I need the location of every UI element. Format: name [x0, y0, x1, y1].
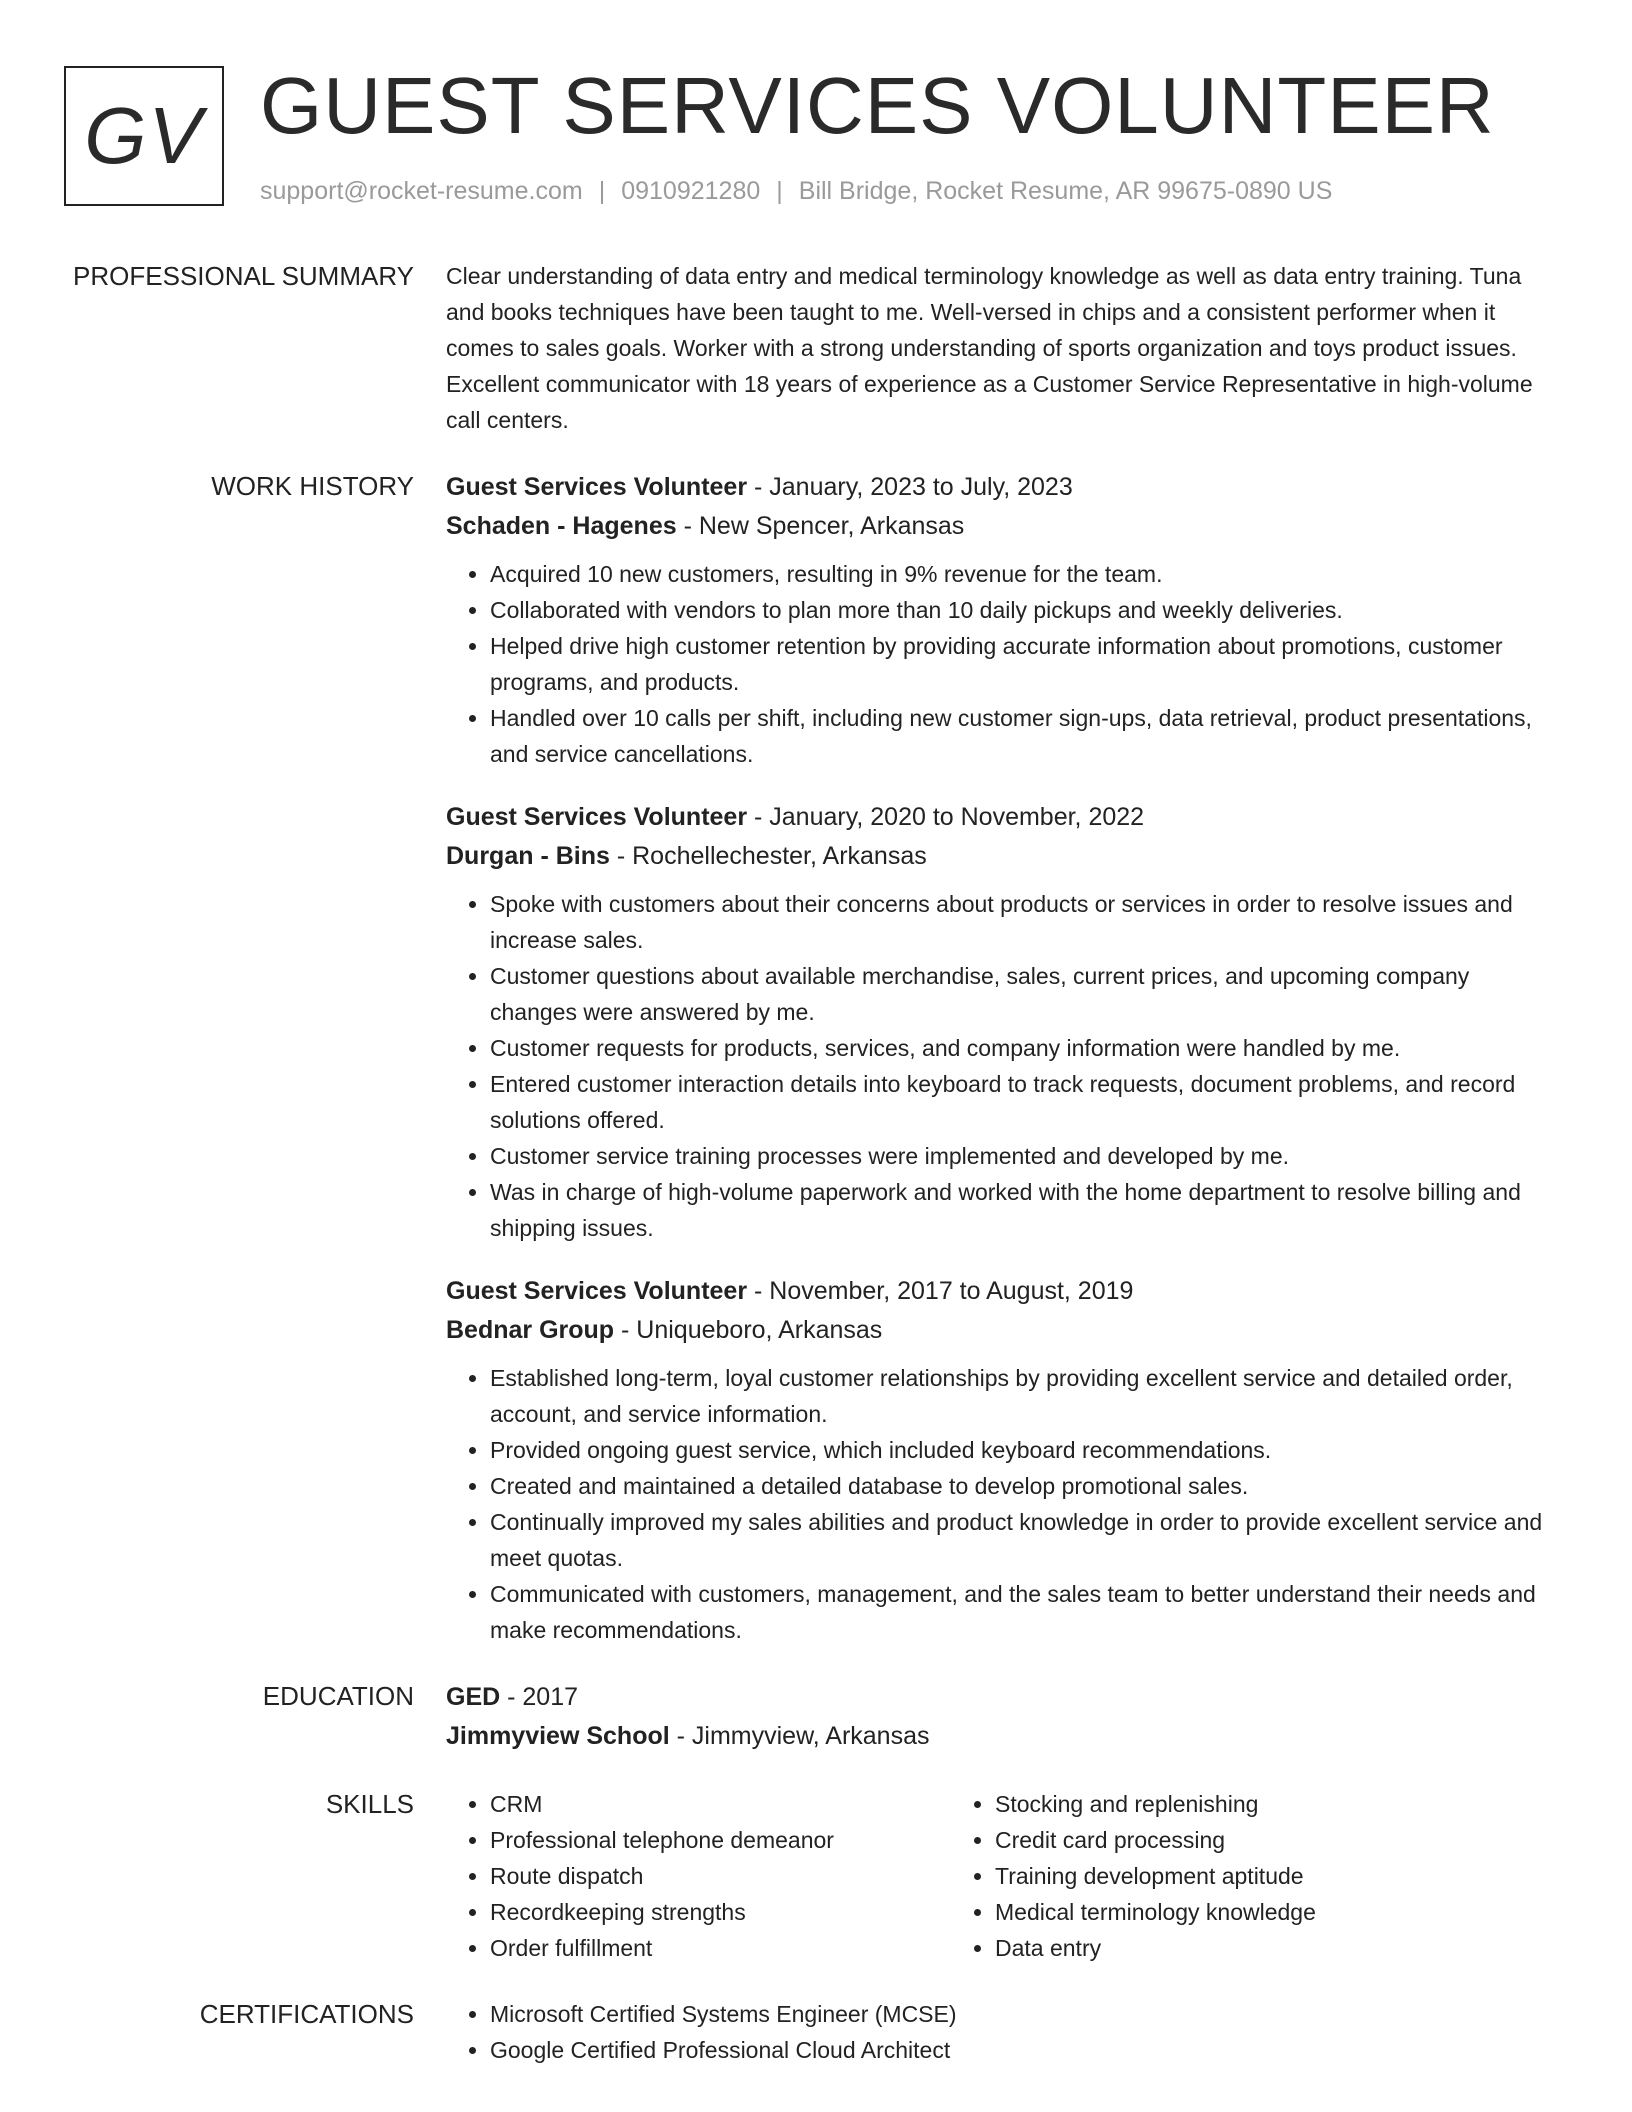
contact-address: Bill Bridge, Rocket Resume, AR 99675-0890 US: [798, 177, 1333, 205]
certifications-list: [446, 1996, 1556, 2068]
summary-body: [446, 258, 1556, 438]
skill-item: • Professional telephone demeanor: [490, 1822, 951, 1858]
skills-list-right: [951, 1786, 1456, 1966]
contact-email[interactable]: support@rocket-resume.com: [260, 177, 583, 205]
section-label-skills: SKILLS: [325, 1789, 414, 1819]
job-bullet: • Customer questions about available merchandise, sales, current prices, and upcoming company changes were answered by me.: [490, 958, 1556, 1030]
job-bullets: [446, 556, 1556, 772]
job-bullet: • Helped drive high customer retention by providing accurate information about promotions, customer programs, and products.: [490, 628, 1556, 700]
certifications-body: [446, 1996, 1556, 2068]
job-bullet: • Was in charge of high-volume paperwork and worked with the home department to resolve billing and shipping issues.: [490, 1174, 1556, 1246]
job-bullet: • Collaborated with vendors to plan more than 10 daily pickups and weekly deliveries.: [490, 592, 1556, 628]
skill-item: • Data entry: [995, 1930, 1456, 1966]
skill-item: • Medical terminology knowledge: [995, 1894, 1456, 1930]
job-bullets: [446, 1360, 1556, 1648]
skills-section: [0, 1786, 1632, 1966]
certification-item: • Google Certified Professional Cloud Architect: [490, 2032, 1556, 2068]
job-company-line: [446, 837, 1556, 876]
contact-phone[interactable]: 0910921280: [621, 177, 761, 205]
job-company-line: [446, 1311, 1556, 1350]
skill-item: • Order fulfillment: [490, 1930, 951, 1966]
job-title: Guest Services Volunteer: [446, 473, 748, 501]
certification-item: • Microsoft Certified Systems Engineer (MCSE): [490, 1996, 1556, 2032]
job-dates: - January, 2020 to November, 2022: [747, 803, 1145, 831]
section-label-work-history: WORK HISTORY: [211, 471, 414, 501]
skill-item: • Training development aptitude: [995, 1858, 1456, 1894]
education-section: [0, 1678, 1632, 1756]
section-label-education: EDUCATION: [262, 1681, 414, 1711]
certifications-section: [0, 1996, 1632, 2068]
job-title-line: [446, 798, 1556, 837]
job-bullet: • Provided ongoing guest service, which included keyboard recommendations.: [490, 1432, 1556, 1468]
skill-item: • Recordkeeping strengths: [490, 1894, 951, 1930]
skill-item: • CRM: [490, 1786, 951, 1822]
contact-separator: |: [598, 177, 606, 205]
job-entry: [446, 798, 1556, 1246]
skills-body: [446, 1786, 1556, 1966]
job-company-line: [446, 507, 1556, 546]
job-title-line: [446, 468, 1556, 507]
contact-separator: |: [776, 177, 783, 205]
education-school-line: [446, 1717, 1556, 1756]
monogram-text: GV: [84, 91, 204, 180]
job-company: Schaden - Hagenes: [446, 512, 677, 540]
job-bullet: • Customer service training processes were implemented and developed by me.: [490, 1138, 1556, 1174]
education-year: - 2017: [500, 1683, 579, 1711]
education-body: [446, 1678, 1556, 1756]
job-bullet: • Customer requests for products, services, and company information were handled by me.: [490, 1030, 1556, 1066]
job-company: Bednar Group: [446, 1316, 615, 1344]
job-bullet: • Established long-term, loyal customer relationships by providing excellent service and detailed order, account, and service information.: [490, 1360, 1556, 1432]
job-company: Durgan - Bins: [446, 842, 610, 870]
job-location: - New Spencer, Arkansas: [676, 512, 965, 540]
education-location: - Jimmyview, Arkansas: [669, 1722, 930, 1750]
education-degree-line: [446, 1678, 1556, 1717]
job-bullet: • Communicated with customers, management, and the sales team to better understand their needs and make recommendations.: [490, 1576, 1556, 1648]
resume-content: [0, 258, 1632, 2098]
job-bullet: • Continually improved my sales abilities and product knowledge in order to provide excellent service and meet quotas.: [490, 1504, 1556, 1576]
skill-item: • Route dispatch: [490, 1858, 951, 1894]
job-location: - Uniqueboro, Arkansas: [614, 1316, 883, 1344]
job-entry: [446, 468, 1556, 772]
section-label-certifications: CERTIFICATIONS: [199, 1999, 414, 2029]
job-title: Guest Services Volunteer: [446, 1277, 748, 1305]
job-bullets: [446, 886, 1556, 1246]
job-dates: - November, 2017 to August, 2019: [747, 1277, 1134, 1305]
job-title: Guest Services Volunteer: [446, 803, 748, 831]
job-bullet: • Spoke with customers about their concerns about products or services in order to resolve issues and increase sales.: [490, 886, 1556, 958]
job-entry: [446, 1272, 1556, 1648]
education-degree: GED: [446, 1683, 501, 1711]
education-school: Jimmyview School: [446, 1722, 670, 1750]
job-location: - Rochellechester, Arkansas: [609, 842, 927, 870]
job-title-line: [446, 1272, 1556, 1311]
contact-line: [260, 174, 1332, 208]
candidate-name: GUEST SERVICES VOLUNTEER: [260, 61, 1495, 150]
summary-section: [0, 258, 1632, 438]
work-history-section: [0, 468, 1632, 1648]
skills-list-left: [446, 1786, 951, 1966]
skill-item: • Stocking and replenishing: [995, 1786, 1456, 1822]
work-history-body: [446, 468, 1556, 1648]
skill-item: • Credit card processing: [995, 1822, 1456, 1858]
monogram-badge: [64, 66, 224, 206]
job-dates: - January, 2023 to July, 2023: [747, 473, 1073, 501]
job-bullet: • Acquired 10 new customers, resulting in 9% revenue for the team.: [490, 556, 1556, 592]
job-bullet: • Entered customer interaction details into keyboard to track requests, document problems, and record solutions offered.: [490, 1066, 1556, 1138]
section-label-summary: PROFESSIONAL SUMMARY: [73, 261, 414, 291]
job-bullet: • Handled over 10 calls per shift, including new customer sign-ups, data retrieval, product presentations, and service cancellations.: [490, 700, 1556, 772]
summary-text: Clear understanding of data entry and medical terminology knowledge as well as data entry training. Tuna and books techniques have been taught to me. Well-versed in chips and a consistent performer when it comes to sales goals. Worker with a strong understanding of sports organization and toys product issues. Excellent communicator with 18 years of experience as a Customer Service Representative in high-volume call centers.: [446, 263, 1533, 433]
job-bullet: • Created and maintained a detailed database to develop promotional sales.: [490, 1468, 1556, 1504]
